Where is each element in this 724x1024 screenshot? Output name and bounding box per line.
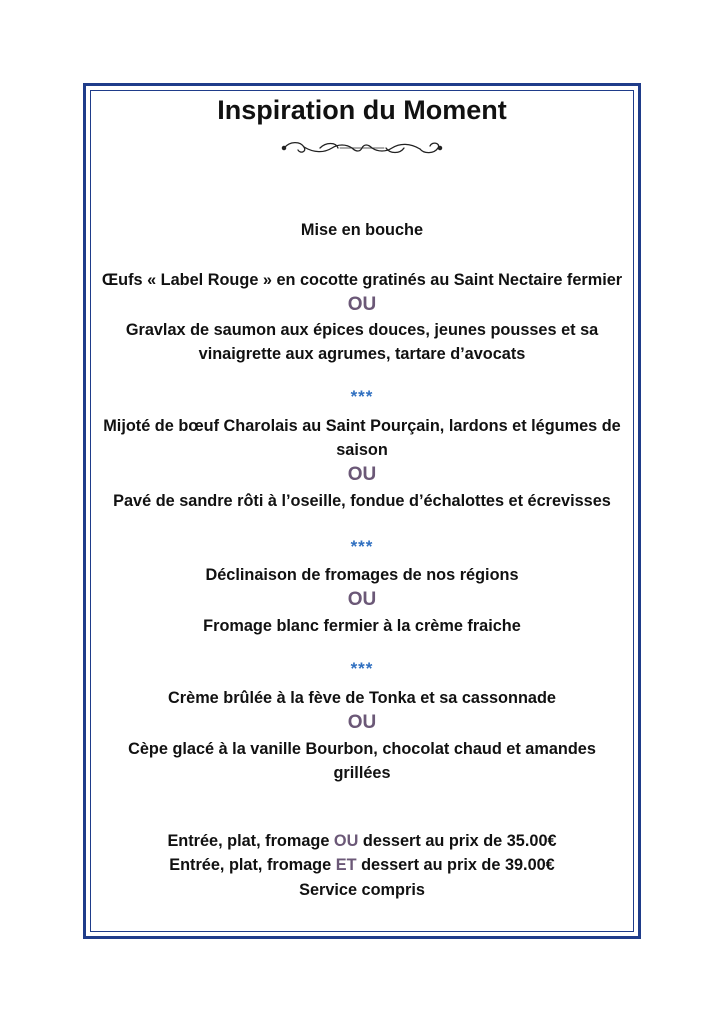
or-separator: OU	[347, 464, 377, 485]
decorative-flourish-icon	[280, 135, 444, 161]
offer-1-prefix: Entrée, plat, fromage	[167, 832, 330, 850]
offer-2-prefix: Entrée, plat, fromage	[169, 856, 332, 874]
menu-card	[83, 83, 641, 939]
plat-option-1-line-1: Mijoté de bœuf Charolais au Saint Pourçain, lardons et légumes de	[103, 417, 621, 435]
dessert-option-1: Crème brûlée à la fève de Tonka et sa cassonnade	[168, 689, 556, 707]
offer-1-conjunction: OU	[333, 832, 359, 850]
price-offer-2	[89, 853, 635, 877]
menu-title: Inspiration du Moment	[217, 95, 507, 125]
offer-2-suffix: dessert au prix de 39.00€	[361, 856, 555, 874]
dessert-option-2-line-1: Cèpe glacé à la vanille Bourbon, chocolat chaud et amandes	[128, 740, 596, 758]
or-separator: OU	[347, 589, 377, 610]
entree-option-2-line-2: vinaigrette aux agrumes, tartare d’avocats	[198, 345, 526, 363]
entree-option-2-line-1: Gravlax de saumon aux épices douces, jeunes pousses et sa	[125, 321, 599, 339]
entree-option-1: Œufs « Label Rouge » en cocotte gratinés au Saint Nectaire fermier	[101, 271, 623, 289]
or-separator: OU	[347, 294, 377, 315]
course-separator: ***	[350, 387, 374, 406]
plat-option-1-line-2: saison	[336, 441, 388, 459]
plat-option-2: Pavé de sandre rôti à l’oseille, fondue d’échalottes et écrevisses	[113, 492, 611, 510]
offer-1-suffix: dessert au prix de 35.00€	[362, 832, 557, 850]
amuse-bouche-heading: Mise en bouche	[300, 221, 424, 239]
service-note: Service compris	[299, 881, 425, 899]
fromage-option-2: Fromage blanc fermier à la crème fraiche	[203, 617, 521, 635]
offer-2-conjunction: ET	[335, 856, 357, 874]
course-separator: ***	[350, 659, 374, 678]
fromage-option-1: Déclinaison de fromages de nos régions	[205, 566, 519, 584]
or-separator: OU	[347, 712, 377, 733]
price-offer-1	[89, 829, 635, 853]
dessert-option-2-line-2: grillées	[333, 764, 391, 782]
course-separator: ***	[350, 537, 374, 556]
